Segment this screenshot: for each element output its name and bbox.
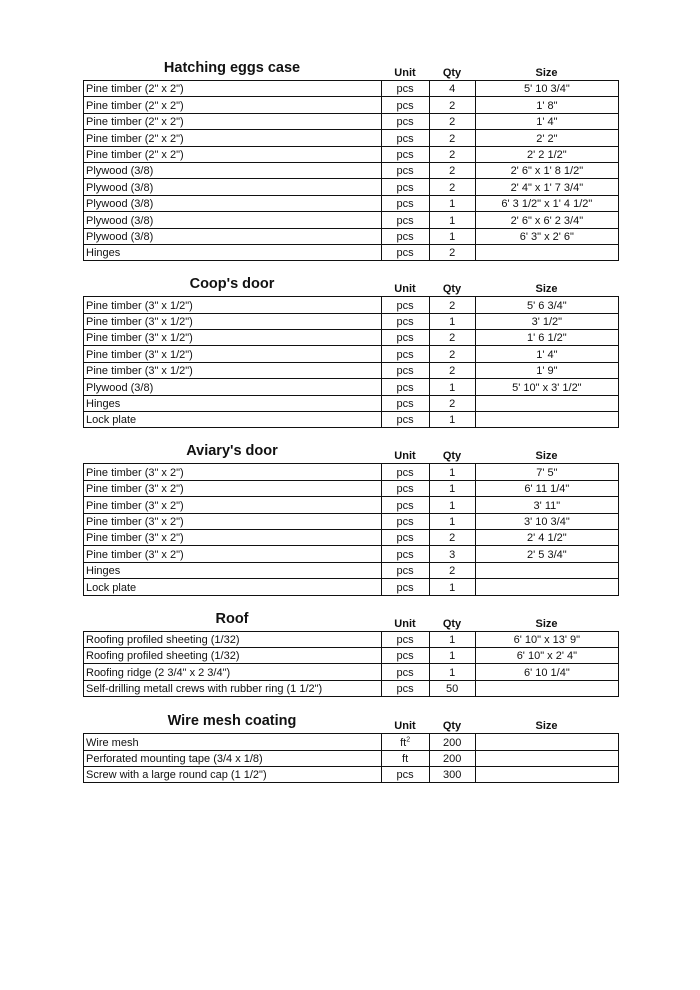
table-row	[84, 81, 619, 97]
table-row	[84, 647, 619, 663]
table-row	[84, 297, 619, 313]
item-size: 2' 5 3/4"	[475, 546, 618, 562]
item-size: 5' 6 3/4"	[475, 297, 618, 313]
materials-table	[83, 463, 619, 595]
item-unit: pcs	[381, 579, 429, 595]
item-name: Perforated mounting tape (3/4 x 1/8)	[84, 750, 382, 766]
item-qty: 3	[429, 546, 475, 562]
unit-exponent: 2	[406, 735, 411, 743]
item-name: Pine timber (3" x 2")	[84, 464, 382, 480]
item-qty: 1	[429, 497, 475, 513]
item-unit: pcs	[381, 395, 429, 411]
item-qty: 2	[429, 244, 475, 260]
item-unit: pcs	[381, 464, 429, 480]
item-unit: pcs	[381, 179, 429, 195]
item-qty: 2	[429, 162, 475, 178]
table-row	[84, 680, 619, 696]
table-row	[84, 146, 619, 162]
item-name: Pine timber (3" x 1/2")	[84, 362, 382, 378]
item-name: Roofing profiled sheeting (1/32)	[84, 647, 382, 663]
item-unit: pcs	[381, 130, 429, 146]
column-header-size: Size	[535, 720, 558, 733]
section-header	[83, 709, 619, 733]
section-title: Roof	[215, 610, 249, 627]
column-header-size: Size	[535, 283, 558, 296]
item-unit	[381, 734, 429, 750]
item-qty: 1	[429, 195, 475, 211]
item-size	[475, 395, 618, 411]
item-qty: 2	[429, 395, 475, 411]
column-header-unit: Unit	[394, 67, 416, 79]
section-spacer	[83, 261, 619, 272]
table-row	[84, 244, 619, 260]
section-roof	[83, 607, 619, 698]
item-name: Pine timber (2" x 2")	[84, 97, 382, 113]
section-spacer	[83, 596, 619, 607]
item-name: Roofing ridge (2 3/4" x 2 3/4")	[84, 664, 382, 680]
table-row	[84, 113, 619, 129]
column-header-unit: Unit	[394, 720, 416, 733]
item-name: Lock plate	[84, 412, 382, 428]
item-name: Pine timber (3" x 2")	[84, 546, 382, 562]
item-name: Hinges	[84, 244, 382, 260]
item-unit: pcs	[381, 346, 429, 362]
item-size: 2' 2"	[475, 130, 618, 146]
materials-table	[83, 80, 619, 261]
item-unit: pcs	[381, 680, 429, 696]
item-size	[475, 412, 618, 428]
item-qty: 1	[429, 647, 475, 663]
item-unit: pcs	[381, 330, 429, 346]
column-header-qty: Qty	[442, 720, 462, 733]
item-qty: 1	[429, 480, 475, 496]
item-unit: pcs	[381, 529, 429, 545]
item-qty: 2	[429, 330, 475, 346]
item-name: Plywood (3/8)	[84, 212, 382, 228]
item-unit: pcs	[381, 412, 429, 428]
item-qty: 1	[429, 631, 475, 647]
item-qty: 1	[429, 579, 475, 595]
table-row	[84, 195, 619, 211]
column-header-unit: Unit	[394, 450, 416, 463]
item-qty: 2	[429, 97, 475, 113]
item-size: 6' 3 1/2" x 1' 4 1/2"	[475, 195, 618, 211]
table-row	[84, 395, 619, 411]
item-name: Pine timber (3" x 1/2")	[84, 330, 382, 346]
item-size	[475, 244, 618, 260]
item-name: Pine timber (3" x 2")	[84, 480, 382, 496]
item-qty: 300	[429, 766, 475, 782]
item-qty: 1	[429, 379, 475, 395]
section-header	[83, 607, 619, 631]
item-size: 1' 6 1/2"	[475, 330, 618, 346]
table-row	[84, 562, 619, 578]
table-row	[84, 480, 619, 496]
item-name: Pine timber (3" x 1/2")	[84, 313, 382, 329]
table-row	[84, 412, 619, 428]
item-name: Pine timber (2" x 2")	[84, 81, 382, 97]
item-name: Lock plate	[84, 579, 382, 595]
item-name: Plywood (3/8)	[84, 195, 382, 211]
item-name: Wire mesh	[84, 734, 382, 750]
item-name: Hinges	[84, 562, 382, 578]
item-name: Pine timber (3" x 1/2")	[84, 297, 382, 313]
item-name: Self-drilling metall crews with rubber ring (1 1/2")	[84, 680, 382, 696]
section-spacer	[83, 428, 619, 439]
column-header-qty: Qty	[442, 283, 462, 296]
table-row	[84, 346, 619, 362]
table-row	[84, 513, 619, 529]
item-unit: pcs	[381, 195, 429, 211]
item-size	[475, 734, 618, 750]
item-name: Plywood (3/8)	[84, 162, 382, 178]
materials-table	[83, 631, 619, 698]
item-size: 1' 8"	[475, 97, 618, 113]
table-row	[84, 130, 619, 146]
item-unit: pcs	[381, 244, 429, 260]
item-qty: 1	[429, 212, 475, 228]
column-header-qty: Qty	[442, 67, 462, 79]
item-unit: pcs	[381, 664, 429, 680]
item-size	[475, 766, 618, 782]
table-row	[84, 212, 619, 228]
table-row	[84, 497, 619, 513]
item-name: Pine timber (2" x 2")	[84, 146, 382, 162]
item-size	[475, 562, 618, 578]
table-row	[84, 631, 619, 647]
item-name: Pine timber (2" x 2")	[84, 130, 382, 146]
item-unit: ft	[381, 750, 429, 766]
item-size: 6' 10" x 13' 9"	[475, 631, 618, 647]
item-qty: 1	[429, 464, 475, 480]
section-header	[83, 56, 619, 80]
materials-table	[83, 733, 619, 783]
item-qty: 200	[429, 734, 475, 750]
item-qty: 50	[429, 680, 475, 696]
table-row	[84, 750, 619, 766]
section-title: Coop's door	[189, 276, 275, 293]
column-header-unit: Unit	[394, 283, 416, 296]
item-size: 6' 10 1/4"	[475, 664, 618, 680]
item-name: Pine timber (2" x 2")	[84, 113, 382, 129]
item-unit: pcs	[381, 113, 429, 129]
table-row	[84, 97, 619, 113]
item-unit: pcs	[381, 546, 429, 562]
unit-base: ft	[400, 736, 407, 749]
item-size: 2' 4" x 1' 7 3/4"	[475, 179, 618, 195]
item-size: 6' 10" x 2' 4"	[475, 647, 618, 663]
materials-list	[83, 56, 619, 783]
table-row	[84, 464, 619, 480]
item-qty: 2	[429, 179, 475, 195]
item-name: Hinges	[84, 395, 382, 411]
column-header-unit: Unit	[394, 617, 416, 630]
table-row	[84, 379, 619, 395]
item-unit: pcs	[381, 631, 429, 647]
item-qty: 1	[429, 664, 475, 680]
section-wire-mesh-coating	[83, 709, 619, 783]
item-name: Pine timber (3" x 2")	[84, 513, 382, 529]
item-unit: pcs	[381, 297, 429, 313]
section-title: Aviary's door	[186, 443, 278, 460]
item-unit: pcs	[381, 228, 429, 244]
item-unit: pcs	[381, 379, 429, 395]
table-row	[84, 734, 619, 750]
item-qty: 1	[429, 513, 475, 529]
item-name: Screw with a large round cap (1 1/2")	[84, 766, 382, 782]
table-row	[84, 546, 619, 562]
table-row	[84, 362, 619, 378]
item-size	[475, 750, 618, 766]
item-size: 1' 4"	[475, 113, 618, 129]
item-unit: pcs	[381, 97, 429, 113]
column-header-size: Size	[535, 617, 558, 630]
item-unit: pcs	[381, 513, 429, 529]
column-header-size: Size	[535, 67, 558, 79]
table-row	[84, 313, 619, 329]
item-unit: pcs	[381, 313, 429, 329]
item-name: Roofing profiled sheeting (1/32)	[84, 631, 382, 647]
item-qty: 2	[429, 562, 475, 578]
item-qty: 2	[429, 130, 475, 146]
section-coop-s-door	[83, 272, 619, 428]
item-size: 5' 10 3/4"	[475, 81, 618, 97]
item-unit: pcs	[381, 562, 429, 578]
table-row	[84, 766, 619, 782]
item-size: 1' 9"	[475, 362, 618, 378]
item-size: 2' 6" x 6' 2 3/4"	[475, 212, 618, 228]
section-title: Wire mesh coating	[167, 713, 297, 730]
item-size: 5' 10" x 3' 1/2"	[475, 379, 618, 395]
item-qty: 2	[429, 529, 475, 545]
table-row	[84, 162, 619, 178]
item-unit: pcs	[381, 81, 429, 97]
section-header	[83, 439, 619, 463]
item-qty: 2	[429, 362, 475, 378]
item-unit: pcs	[381, 497, 429, 513]
item-name: Plywood (3/8)	[84, 228, 382, 244]
item-size: 7' 5"	[475, 464, 618, 480]
item-size: 2' 2 1/2"	[475, 146, 618, 162]
item-size: 2' 4 1/2"	[475, 529, 618, 545]
item-qty: 1	[429, 228, 475, 244]
item-size: 2' 6" x 1' 8 1/2"	[475, 162, 618, 178]
table-row	[84, 330, 619, 346]
item-unit: pcs	[381, 766, 429, 782]
section-header	[83, 272, 619, 296]
item-unit: pcs	[381, 647, 429, 663]
item-name: Pine timber (3" x 2")	[84, 497, 382, 513]
table-row	[84, 179, 619, 195]
item-qty: 200	[429, 750, 475, 766]
item-unit: pcs	[381, 362, 429, 378]
item-name: Pine timber (3" x 1/2")	[84, 346, 382, 362]
item-size	[475, 579, 618, 595]
item-size: 1' 4"	[475, 346, 618, 362]
item-unit: pcs	[381, 212, 429, 228]
table-row	[84, 579, 619, 595]
item-size: 6' 11 1/4"	[475, 480, 618, 496]
item-name: Pine timber (3" x 2")	[84, 529, 382, 545]
item-qty: 1	[429, 313, 475, 329]
item-qty: 4	[429, 81, 475, 97]
column-header-size: Size	[535, 450, 558, 463]
column-header-qty: Qty	[442, 617, 462, 630]
item-size: 3' 10 3/4"	[475, 513, 618, 529]
section-spacer	[83, 697, 619, 709]
item-qty: 1	[429, 412, 475, 428]
table-row	[84, 228, 619, 244]
section-hatching-eggs-case	[83, 56, 619, 261]
item-size	[475, 680, 618, 696]
item-name: Plywood (3/8)	[84, 379, 382, 395]
materials-table	[83, 296, 619, 428]
item-unit: pcs	[381, 162, 429, 178]
item-size: 3' 11"	[475, 497, 618, 513]
section-title: Hatching eggs case	[163, 60, 301, 76]
item-size: 6' 3" x 2' 6"	[475, 228, 618, 244]
table-row	[84, 664, 619, 680]
item-qty: 2	[429, 146, 475, 162]
section-aviary-s-door	[83, 439, 619, 595]
column-header-qty: Qty	[442, 450, 462, 463]
item-unit: pcs	[381, 480, 429, 496]
item-unit: pcs	[381, 146, 429, 162]
item-qty: 2	[429, 113, 475, 129]
table-row	[84, 529, 619, 545]
item-qty: 2	[429, 346, 475, 362]
item-size: 3' 1/2"	[475, 313, 618, 329]
item-qty: 2	[429, 297, 475, 313]
item-name: Plywood (3/8)	[84, 179, 382, 195]
